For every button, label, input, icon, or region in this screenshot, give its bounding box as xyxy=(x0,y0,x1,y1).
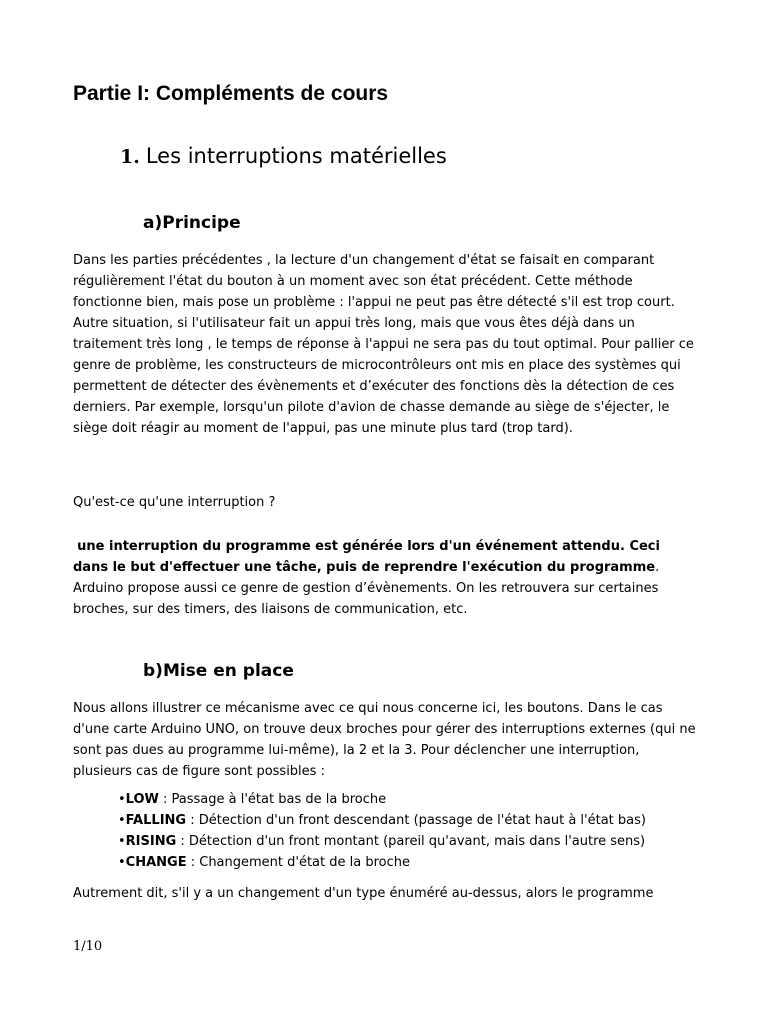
mode-desc: : Passage à l'état bas de la broche xyxy=(158,792,387,807)
page-number: 1/10 xyxy=(73,939,103,954)
page-title: Partie I: Compléments de cours xyxy=(73,82,389,105)
section-number: 1. xyxy=(120,146,140,168)
interrupt-modes-list xyxy=(118,789,646,873)
definition-paragraph xyxy=(73,536,698,620)
mode-desc: : Changement d'état de la broche xyxy=(186,855,410,870)
subsection-heading-principe: a)Principe xyxy=(143,213,241,233)
mode-name: LOW xyxy=(125,792,159,807)
mode-desc: : Détection d'un front montant (pareil qu'avant, mais dans l'autre sens) xyxy=(176,834,646,849)
list-item xyxy=(118,852,646,873)
question-text: Qu'est-ce qu'une interruption ? xyxy=(73,495,276,510)
section-heading xyxy=(120,144,447,168)
list-item xyxy=(118,831,646,852)
section-title: Les interruptions matérielles xyxy=(145,144,447,168)
paragraph-principe: Dans les parties précédentes , la lecture d'un changement d'état se faisait en comparant régulièrement l'état du bouton à un moment avec son état précédent. Cette méthode fonctionne bien, mais pose un problème : l'appui ne peut pas être détecté s'il est trop court. Autre situation, si l'utilisateur fait un appui très long, mais que vous êtes déjà dans un traitement très long , le temps de réponse à l'appui ne sera pas du tout optimal. Pour pallier ce genre de problème, les constructeurs de microcontrôleurs ont mis en place des systèmes qui permettent de détecter des évènements et d’exécuter des fonctions dès la détection de ces derniers. Par exemple, lorsqu'un pilote d'avion de chasse demande au siège de s'éjecter, le siège doit réagir au moment de l'appui, pas une minute plus tard (trop tard). xyxy=(73,253,694,436)
paragraph-conclusion: Autrement dit, s'il y a un changement d'un type énuméré au-dessus, alors le programme xyxy=(73,886,654,901)
paragraph-mise-en-place: Nous allons illustrer ce mécanisme avec ce qui nous concerne ici, les boutons. Dans le cas d'une carte Arduino UNO, on trouve deux broches pour gérer des interruptions externes (qui ne sont pas dues au programme lui-même), la 2 et la 3. Pour déclencher une interruption, plusieurs cas de figure sont possibles : xyxy=(73,701,696,779)
mode-name: RISING xyxy=(125,834,177,849)
list-item xyxy=(118,810,646,831)
definition-rest: . Arduino propose aussi ce genre de gestion d’évènements. On les retrouvera sur certaines broches, sur des timers, des liaisons de communication, etc. xyxy=(73,560,660,617)
mode-desc: : Détection d'un front descendant (passage de l'état haut à l'état bas) xyxy=(186,813,646,828)
mode-name: FALLING xyxy=(125,813,187,828)
definition-bold: une interruption du programme est générée lors d'un événement attendu. Ceci dans le but d'effectuer une tâche, puis de reprendre l'exécution du programme xyxy=(73,539,660,575)
list-item xyxy=(118,789,646,810)
mode-name: CHANGE xyxy=(125,855,187,870)
subsection-heading-mise-en-place: b)Mise en place xyxy=(143,661,294,681)
